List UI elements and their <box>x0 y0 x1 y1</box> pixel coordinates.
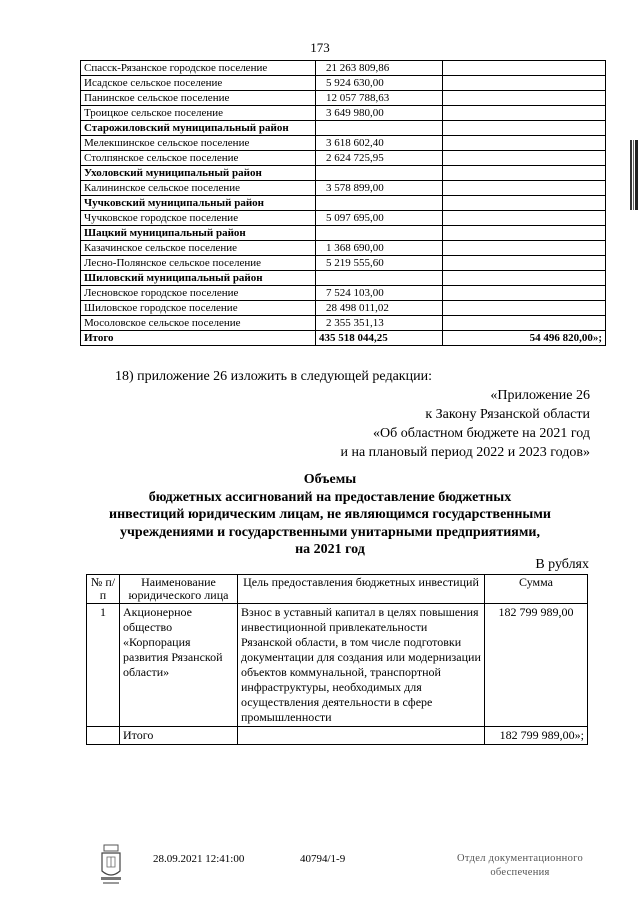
row-sum: 182 799 989,00 <box>485 604 588 727</box>
row-amount <box>316 271 443 286</box>
row-amount <box>316 196 443 211</box>
row-extra <box>443 226 606 241</box>
row-name: Лесно-Полянское сельское поселение <box>81 256 316 271</box>
appendix-line: и на плановый период 2022 и 2023 годов» <box>340 445 590 460</box>
row-amount <box>316 226 443 241</box>
appendix-line: «Об областном бюджете на 2021 год <box>373 426 590 441</box>
footer-date: 28.09.2021 12:41:00 <box>153 853 245 865</box>
stamp-line: Отдел документационного <box>456 853 584 864</box>
row-name: Итого <box>81 331 316 346</box>
table-row <box>87 604 588 727</box>
table-row <box>81 256 606 271</box>
table-row <box>81 211 606 226</box>
total-row <box>87 727 588 745</box>
table-row <box>81 241 606 256</box>
row-goal: Взнос в уставный капитал в целях повышения инвестиционной привлекательности Рязанской области, в том числе подготовки документации для создания или модернизации объектов коммунальной, транспортной инфраструктуры, необходимых для осуществления деятельности в сфере промышленности <box>238 604 485 727</box>
total-goal-cell <box>238 727 485 745</box>
row-amount: 5 924 630,00 <box>316 76 443 91</box>
row-name: Мосоловское сельское поселение <box>81 316 316 331</box>
row-num: 1 <box>87 604 120 727</box>
row-name: Ухоловский муниципальный район <box>81 166 316 181</box>
row-name: Спасск-Рязанское городское поселение <box>81 61 316 76</box>
table-row <box>81 316 606 331</box>
section-row <box>81 271 606 286</box>
row-extra <box>443 121 606 136</box>
row-extra <box>443 241 606 256</box>
office-stamp <box>450 852 590 880</box>
row-amount: 12 057 788,63 <box>316 91 443 106</box>
row-amount: 435 518 044,25 <box>316 331 443 346</box>
row-extra <box>443 151 606 166</box>
heading-line: на 2021 год <box>295 542 365 557</box>
total-row <box>81 331 606 346</box>
row-name: Чучковское городское поселение <box>81 211 316 226</box>
row-extra <box>443 271 606 286</box>
row-amount: 3 649 980,00 <box>316 106 443 121</box>
amendment-paragraph: 18) приложение 26 изложить в следующей редакции: <box>115 369 432 384</box>
table-row <box>81 151 606 166</box>
total-num-cell <box>87 727 120 745</box>
row-name: Чучковский муниципальный район <box>81 196 316 211</box>
table-row <box>81 76 606 91</box>
heading-line: Объемы <box>303 472 357 487</box>
row-name: Шиловское городское поселение <box>81 301 316 316</box>
row-extra <box>443 256 606 271</box>
table-row <box>81 181 606 196</box>
document-heading <box>60 471 600 559</box>
header-name: Наименование юридического лица <box>120 575 238 604</box>
section-row <box>81 196 606 211</box>
row-extra: 54 496 820,00»; <box>443 331 606 346</box>
header-goal: Цель предоставления бюджетных инвестиций <box>238 575 485 604</box>
row-extra <box>443 136 606 151</box>
allocation-table <box>80 60 606 346</box>
table-row <box>81 106 606 121</box>
table-row <box>81 61 606 76</box>
row-extra <box>443 76 606 91</box>
coat-of-arms-icon <box>98 843 124 887</box>
section-row <box>81 121 606 136</box>
row-name: Шацкий муниципальный район <box>81 226 316 241</box>
row-name: Лесновское городское поселение <box>81 286 316 301</box>
row-amount: 21 263 809,86 <box>316 61 443 76</box>
appendix-line: к Закону Рязанской области <box>425 407 590 422</box>
row-extra <box>443 166 606 181</box>
row-extra <box>443 181 606 196</box>
total-sum: 182 799 989,00»; <box>485 727 588 745</box>
row-name: Старожиловский муниципальный район <box>81 121 316 136</box>
row-extra <box>443 316 606 331</box>
row-extra <box>443 211 606 226</box>
row-amount <box>316 166 443 181</box>
scan-edge-marks <box>628 140 640 210</box>
appendix-line: «Приложение 26 <box>490 388 590 403</box>
table-row <box>81 91 606 106</box>
total-label: Итого <box>120 727 238 745</box>
row-extra <box>443 196 606 211</box>
appendix-reference <box>340 386 590 462</box>
section-row <box>81 226 606 241</box>
row-name: Троицкое сельское поселение <box>81 106 316 121</box>
row-amount: 2 355 351,13 <box>316 316 443 331</box>
page-number: 173 <box>310 40 330 55</box>
heading-line: учреждениями и государственными унитарными предприятиями, <box>120 524 540 540</box>
row-extra <box>443 301 606 316</box>
section-row <box>81 166 606 181</box>
row-extra <box>443 106 606 121</box>
row-extra <box>443 61 606 76</box>
heading-line: бюджетных ассигнований на предоставление бюджетных <box>148 489 512 505</box>
table-row <box>81 136 606 151</box>
row-name: Исадское сельское поселение <box>81 76 316 91</box>
table-header-row <box>87 575 588 604</box>
row-amount: 5 097 695,00 <box>316 211 443 226</box>
row-amount: 2 624 725,95 <box>316 151 443 166</box>
row-amount: 1 368 690,00 <box>316 241 443 256</box>
table-row <box>81 286 606 301</box>
heading-line: инвестиций юридическим лицам, не являющимся государственными <box>109 507 551 522</box>
row-amount: 3 618 602,40 <box>316 136 443 151</box>
row-name: Столпянское сельское поселение <box>81 151 316 166</box>
row-name: Калининское сельское поселение <box>81 181 316 196</box>
row-amount: 7 524 103,00 <box>316 286 443 301</box>
row-name: Панинское сельское поселение <box>81 91 316 106</box>
row-name: Шиловский муниципальный район <box>81 271 316 286</box>
stamp-line: обеспечения <box>490 867 550 878</box>
footer-code: 40794/1-9 <box>300 853 346 865</box>
header-sum: Сумма <box>485 575 588 604</box>
row-extra <box>443 286 606 301</box>
investment-table <box>86 574 588 745</box>
row-amount <box>316 121 443 136</box>
table-row <box>81 301 606 316</box>
header-num: № п/п <box>87 575 120 604</box>
row-name: Мелекшинское сельское поселение <box>81 136 316 151</box>
row-name: Казачинское сельское поселение <box>81 241 316 256</box>
row-extra <box>443 91 606 106</box>
row-amount: 28 498 011,02 <box>316 301 443 316</box>
row-amount: 5 219 555,60 <box>316 256 443 271</box>
row-name: Акционерное общество «Корпорация развития Рязанской области» <box>120 604 238 727</box>
currency-unit: В рублях <box>535 557 589 572</box>
row-amount: 3 578 899,00 <box>316 181 443 196</box>
